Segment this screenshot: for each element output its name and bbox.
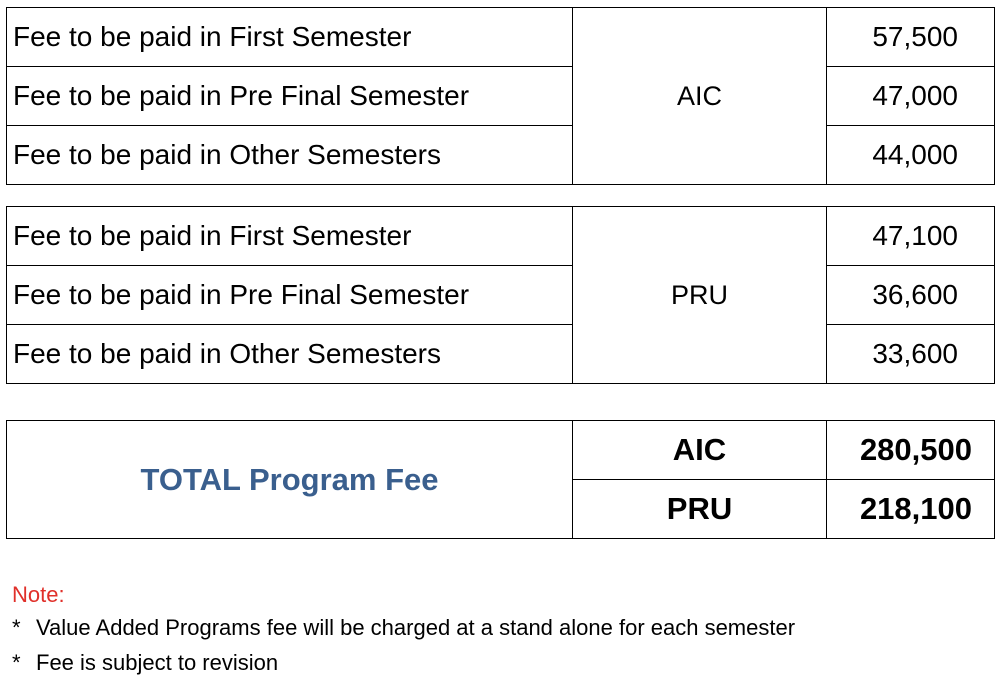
fee-label: Fee to be paid in First Semester (7, 207, 573, 266)
note-section (12, 580, 992, 680)
bullet-star: * (12, 650, 21, 675)
total-program-fee-label: TOTAL Program Fee (7, 421, 573, 539)
fee-label: Fee to be paid in Pre Final Semester (7, 266, 573, 325)
fee-amount: 47,100 (827, 207, 995, 266)
note-title: Note: (12, 582, 65, 607)
pru-fee-table (6, 206, 995, 384)
total-group-aic: AIC (573, 421, 827, 480)
total-amount-aic: 280,500 (827, 421, 995, 480)
fee-label: Fee to be paid in Other Semesters (7, 325, 573, 384)
table-row (7, 8, 995, 67)
table-row (7, 126, 995, 185)
note-line (12, 645, 992, 680)
note-text: Value Added Programs fee will be charged at a stand alone for each semester (36, 615, 796, 640)
note-line (12, 610, 992, 645)
fee-label: Fee to be paid in Pre Final Semester (7, 67, 573, 126)
table-row (7, 266, 995, 325)
note-text: Fee is subject to revision (36, 650, 279, 675)
aic-fee-table (6, 7, 995, 185)
total-amount-pru: 218,100 (827, 480, 995, 539)
table-row (7, 67, 995, 126)
fee-label: Fee to be paid in First Semester (7, 8, 573, 67)
group-label-pru: PRU (573, 207, 827, 384)
table-row (7, 325, 995, 384)
table-row (7, 207, 995, 266)
fee-amount: 36,600 (827, 266, 995, 325)
fee-amount: 33,600 (827, 325, 995, 384)
group-label-aic: AIC (573, 8, 827, 185)
total-group-pru: PRU (573, 480, 827, 539)
fee-label: Fee to be paid in Other Semesters (7, 126, 573, 185)
fee-amount: 44,000 (827, 126, 995, 185)
table-row (7, 421, 995, 480)
fee-amount: 47,000 (827, 67, 995, 126)
bullet-star: * (12, 615, 21, 640)
fee-amount: 57,500 (827, 8, 995, 67)
total-fee-table (6, 420, 995, 539)
